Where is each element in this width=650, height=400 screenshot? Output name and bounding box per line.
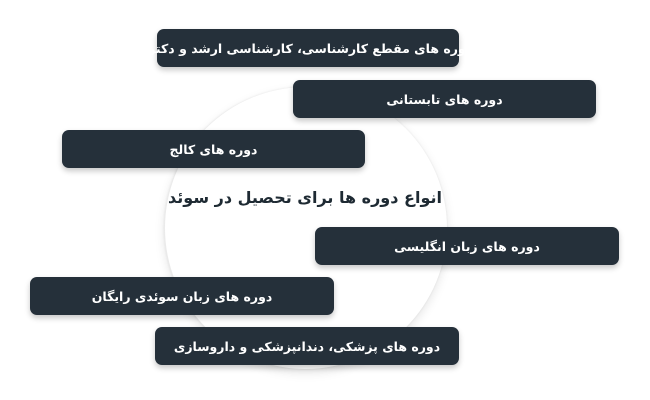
course-type-college-courses: دوره های کالج bbox=[62, 130, 365, 168]
course-type-medical-dental-pharmacy: دوره های پزشکی، دندانپزشکی و داروسازی bbox=[155, 327, 459, 365]
course-type-summer-courses: دوره های تابستانی bbox=[293, 80, 596, 118]
course-type-degree-programs: دوره های مقطع کارشناسی، کارشناسی ارشد و دکترا bbox=[157, 29, 459, 67]
course-type-english-language: دوره های زبان انگلیسی bbox=[315, 227, 619, 265]
course-type-free-swedish-language: دوره های زبان سوئدی رایگان bbox=[30, 277, 334, 315]
diagram-title: انواع دوره ها برای تحصیل در سوئد bbox=[168, 187, 442, 207]
